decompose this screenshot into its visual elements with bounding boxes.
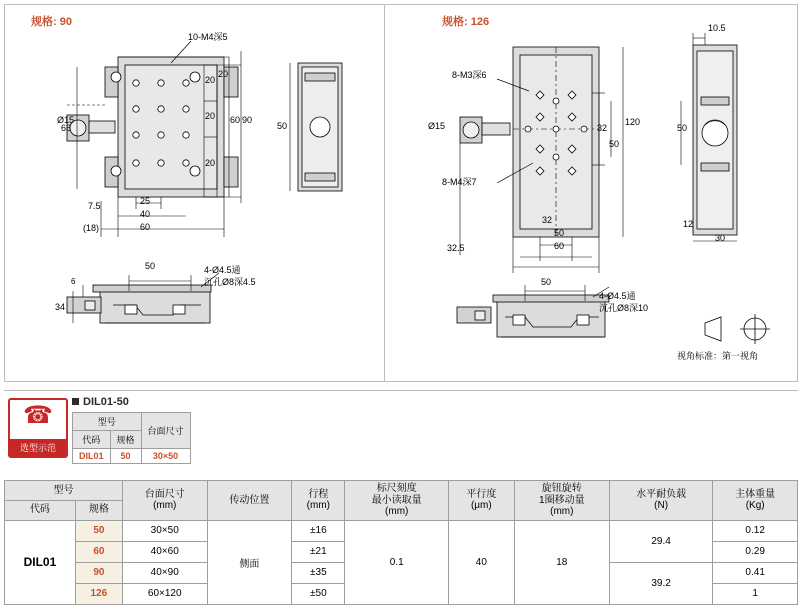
square-bullet-icon (72, 398, 79, 405)
header-scale-reading: 标尺刻度 最小读取量 (mm) (345, 481, 448, 521)
selection-sample-title: DIL01-50 (72, 396, 129, 408)
selection-sample-badge (8, 398, 68, 458)
cell-stroke: ±35 (292, 562, 345, 583)
cell-stroke: ±50 (292, 583, 345, 604)
header-model-group: 型号 (5, 481, 123, 501)
cell-load: 29.4 (609, 520, 712, 562)
cell-drive: 侧面 (207, 520, 292, 604)
phone-icon: ☎ (23, 402, 53, 429)
technical-drawing-panel: 规格: 90 10-M4深5 20 20 20 20 60 90 66 Ø15 7.5 25 40 60 (18) 50 50 4-Ø4.5通 沉孔Ø8深4.5 34 6 规格: 126 8-M3深6 Ø15 8-M4深7 32 50 120 32 50 60 32.5 10.5 50 12 30 50 4-Ø4.5通 沉孔Ø8深10 视角标准：第一视角 (4, 4, 798, 382)
mini-header-code: 代码 (73, 431, 111, 449)
cell-spec: 50 (75, 520, 122, 541)
cell-knob: 18 (514, 520, 609, 604)
header-code: 代码 (5, 500, 76, 520)
mini-cell-spec: 50 (110, 449, 141, 464)
table-row (5, 520, 798, 541)
cell-spec: 90 (75, 562, 122, 583)
cell-size: 40×90 (122, 562, 207, 583)
cell-size: 60×120 (122, 583, 207, 604)
table-row (73, 449, 191, 464)
header-stroke: 行程 (mm) (292, 481, 345, 521)
selection-sample-table (72, 412, 191, 464)
specification-table (4, 480, 798, 605)
cell-spec: 60 (75, 541, 122, 562)
cell-size: 40×60 (122, 541, 207, 562)
header-weight: 主体重量 (Kg) (713, 481, 798, 521)
table-header-row-1 (5, 481, 798, 501)
right-drawing-svg (5, 5, 799, 382)
cell-code: DIL01 (5, 520, 76, 604)
cell-load: 39.2 (609, 562, 712, 604)
table-row (73, 413, 191, 431)
mini-header-spec: 规格 (110, 431, 141, 449)
cell-weight: 0.29 (713, 541, 798, 562)
cell-stroke: ±21 (292, 541, 345, 562)
section-divider (4, 390, 798, 391)
view-standard-note: 视角标准：第一视角 (677, 351, 759, 361)
header-horizontal-load: 水平耐负载 (N) (609, 481, 712, 521)
header-knob-travel: 旋钮旋转 1圈移动量 (mm) (514, 481, 609, 521)
cell-parallel: 40 (448, 520, 514, 604)
right-drawing-spec-tag: 规格: 126 (442, 16, 490, 28)
left-drawing-spec-tag: 规格: 90 (31, 16, 72, 28)
mini-cell-size: 30×50 (141, 449, 190, 464)
header-table-size: 台面尺寸 (mm) (122, 481, 207, 521)
header-parallelism: 平行度 (μm) (448, 481, 514, 521)
selection-sample-block (8, 396, 258, 466)
mini-cell-code: DIL01 (73, 449, 111, 464)
cell-scale: 0.1 (345, 520, 448, 604)
cell-size: 30×50 (122, 520, 207, 541)
header-spec: 规格 (75, 500, 122, 520)
cell-spec: 126 (75, 583, 122, 604)
selection-sample-badge-caption: 选型示范 (10, 439, 66, 456)
cell-weight: 0.12 (713, 520, 798, 541)
cell-weight: 0.41 (713, 562, 798, 583)
mini-header-model: 型号 (73, 413, 142, 431)
mini-header-size: 台面尺寸 (141, 413, 190, 449)
cell-weight: 1 (713, 583, 798, 604)
header-drive-position: 传动位置 (207, 481, 292, 521)
cell-stroke: ±16 (292, 520, 345, 541)
